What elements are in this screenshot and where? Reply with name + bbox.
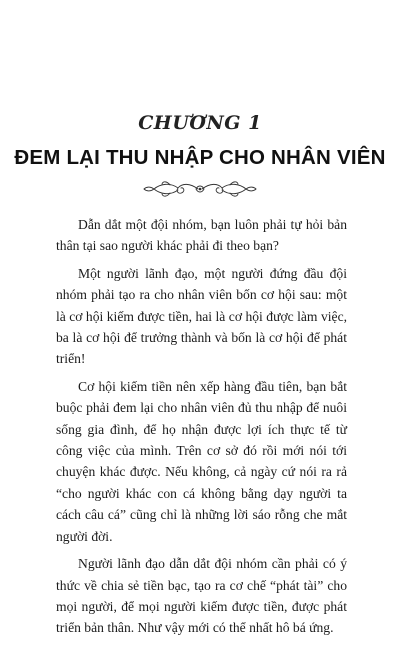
paragraph: Dẫn dắt một đội nhóm, bạn luôn phải tự hỏi bản thân tại sao người khác phải đi theo bạn? (56, 217, 347, 254)
chapter-title: ĐEM LẠI THU NHẬP CHO NHÂN VIÊN (14, 146, 386, 169)
paragraph: Người lãnh đạo dẫn dắt đội nhóm cần phải có ý thức về chia sẻ tiền bạc, tạo ra cơ chế “phát tài” cho mọi người, để mọi người kiếm được tiền, được phát triển bản thân. Như vậy mới có thể nhất hô bá ứng. (56, 556, 347, 636)
body-text (56, 214, 347, 645)
paragraph: Một người lãnh đạo, một người đứng đầu đội nhóm phải tạo ra cho nhân viên bốn cơ hội sau: một là cơ hội kiếm được tiền, hai là cơ hội được làm việc, ba là cơ hội để trưởng thành và bốn là cơ hội để phát triển! (56, 265, 347, 367)
paragraph: Cơ hội kiếm tiền nên xếp hàng đầu tiên, bạn bắt buộc phải đem lại cho nhân viên đủ thu nhập để nuôi sống gia đình, để họ nhận được lợi ích thực tế từ công việc của mình. Trên cơ sở đó rồi mới nói tới chuyện khác được. Nếu không, cả ngày cứ nói ra rả “cho người khác con cá không bằng dạy người ta cách câu cá” cũng chỉ là những lời sáo rỗng che mắt người đời. (56, 378, 347, 544)
chapter-label: CHƯƠNG 1 (138, 112, 262, 134)
flourish-divider-icon (140, 174, 260, 204)
